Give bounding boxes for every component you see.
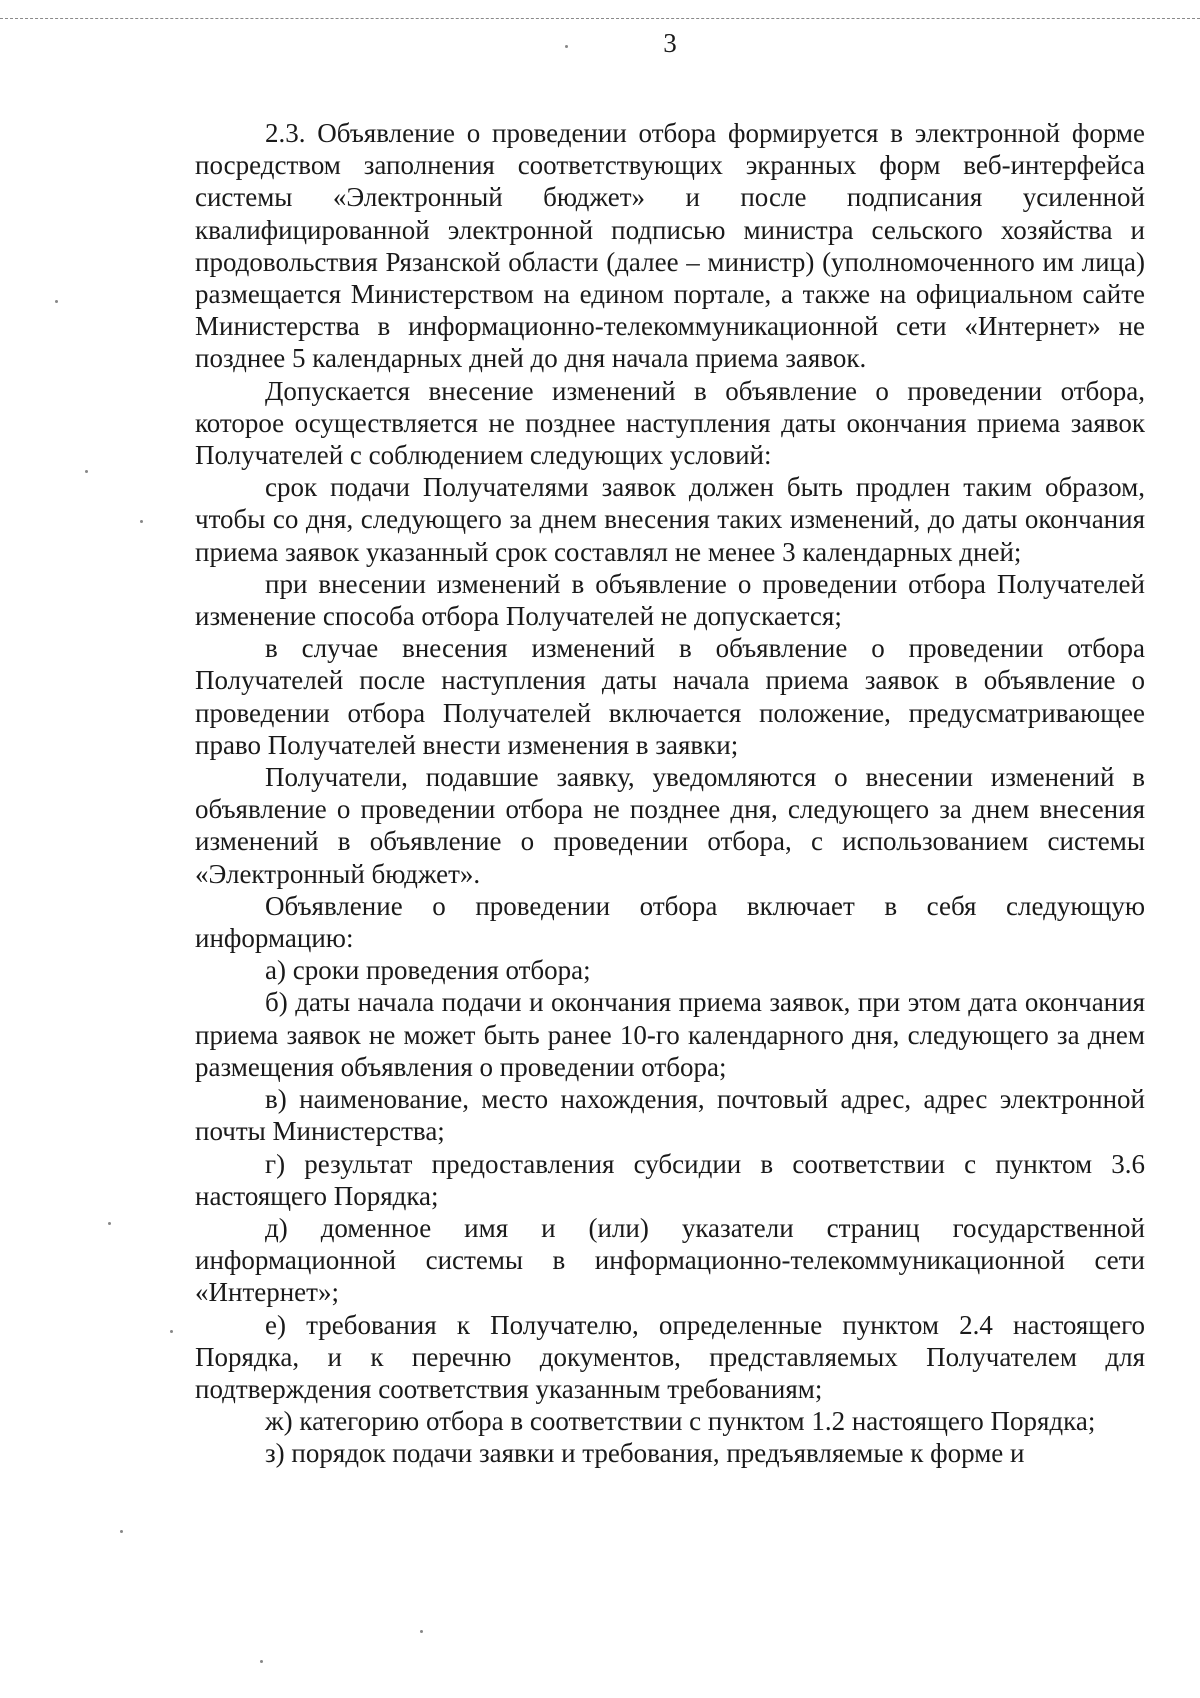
list-item-b: б) даты начала подачи и окончания приема заявок, при этом дата окончания приема заявок не может быть ранее 10-го календарного дня, следующего за днем размещения объявления о проведении отбора; xyxy=(195,987,1145,1082)
scan-speck xyxy=(85,470,88,473)
list-item-d: д) доменное имя и (или) указатели страниц государственной информационной системы в информационно-телекоммуникационной сети «Интернет»; xyxy=(195,1212,1145,1308)
scan-speck xyxy=(420,1630,423,1633)
paragraph-2-3: 2.3. Объявление о проведении отбора формируется в электронной форме посредством заполнения соответствующих экранных форм веб-интерфейса системы «Электронный бюджет» и после подписания усиленной квалифицированной электронной подписью министра сельского хозяйства и продовольствия Рязанской области (далее – министр) (уполномоченного им лица) размещается Министерством на едином портале, а также на официальном сайте Министерства в информационно-телекоммуникационной сети «Интернет» не позднее 5 календарных дней до дня начала приема заявок. xyxy=(195,118,1145,374)
paragraph-notification: Получатели, подавшие заявку, уведомляются о внесении изменений в объявление о проведении отбора не позднее дня, следующего за днем внесения изменений в объявление о проведении отбора, с использованием системы «Электронный бюджет». xyxy=(195,762,1145,889)
scan-speck xyxy=(170,1330,173,1333)
scan-speck xyxy=(260,1660,263,1663)
paragraph-announcement-contents: Объявление о проведении отбора включает в себя следующую информацию: xyxy=(195,890,1145,954)
paragraph-amendments-allowed: Допускается внесение изменений в объявление о проведении отбора, которое осуществляется не позднее наступления даты окончания приема заявок Получателей с соблюдением следующих условий: xyxy=(195,375,1145,471)
scan-speck xyxy=(55,300,58,303)
document-body xyxy=(195,117,1145,1470)
scan-speck xyxy=(108,1222,111,1225)
scan-speck xyxy=(565,45,568,48)
page-top-border xyxy=(0,18,1200,19)
list-item-g: г) результат предоставления субсидии в соответствии с пунктом 3.6 настоящего Порядка; xyxy=(195,1148,1145,1211)
list-item-z: з) порядок подачи заявки и требования, предъявляемые к форме и xyxy=(265,1438,1025,1469)
list-item-e: е) требования к Получателю, определенные пунктом 2.4 настоящего Порядка, и к перечню документов, представляемых Получателем для подтверждения соответствия указанным требованиям; xyxy=(195,1309,1145,1404)
list-item-zh: ж) категорию отбора в соответствии с пунктом 1.2 настоящего Порядка; xyxy=(265,1406,1096,1437)
list-item-v: в) наименование, место нахождения, почтовый адрес, адрес электронной почты Министерства; xyxy=(195,1084,1145,1147)
scan-speck xyxy=(140,520,143,523)
paragraph-condition-method: при внесении изменений в объявление о проведении отбора Получателей изменение способа отбора Получателей не допускается; xyxy=(195,568,1145,632)
paragraph-condition-deadline: срок подачи Получателями заявок должен быть продлен таким образом, чтобы со дня, следующего за днем внесения таких изменений, до даты окончания приема заявок указанный срок составлял не менее 3 календарных дней; xyxy=(195,472,1145,567)
page-number: 3 xyxy=(663,28,677,58)
list-item-a: а) сроки проведения отбора; xyxy=(265,955,591,986)
scan-speck xyxy=(120,1530,123,1533)
paragraph-condition-changes: в случае внесения изменений в объявление о проведении отбора Получателей после наступления даты начала приема заявок в объявление о проведении отбора Получателей включается положение, предусматривающее право Получателей внести изменения в заявки; xyxy=(195,633,1145,760)
